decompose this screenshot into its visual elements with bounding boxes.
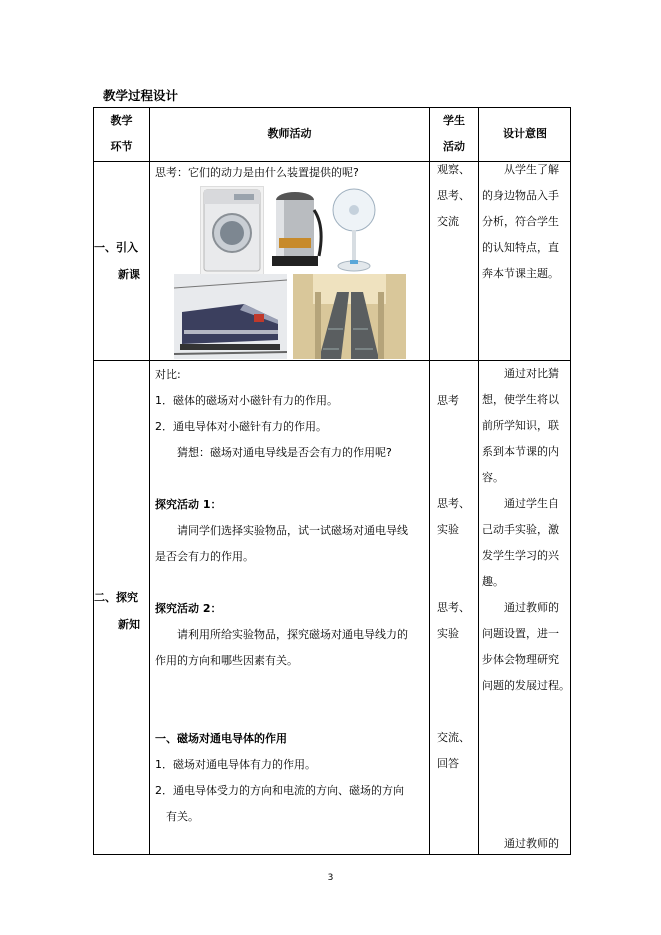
compare-item-1: 1．磁体的磁场对小磁针有力的作用。 xyxy=(155,394,338,407)
column-divider xyxy=(478,108,479,854)
vacuum-cleaner-image xyxy=(265,186,327,273)
stage-explore-line2: 新知 xyxy=(118,618,140,631)
activity1-line2: 是否会有力的作用。 xyxy=(155,550,254,563)
column-divider xyxy=(429,108,430,854)
explore-intent-c: 通过教师的 问题设置，进一 步体会物理研究 问题的发展过程。 xyxy=(482,601,570,692)
intro-student-activity: 观察、 思考、 交流 xyxy=(437,163,470,228)
compare-label: 对比: xyxy=(155,368,181,381)
intro-question: 思考：它们的动力是由什么装置提供的呢? xyxy=(155,166,359,179)
explore-student-a: 思考 xyxy=(437,394,459,407)
conclusion-1: 1．磁场对通电导体有力的作用。 xyxy=(155,758,316,771)
electric-fan-image xyxy=(330,186,378,273)
column-divider xyxy=(149,108,150,854)
explore-student-c: 思考、 实验 xyxy=(437,601,470,640)
compare-item-2: 2．通电导体对小磁针有力的作用。 xyxy=(155,420,327,433)
activity2-line2: 作用的方向和哪些因素有关。 xyxy=(155,654,298,667)
header-design-intent: 设计意图 xyxy=(503,127,547,140)
stage-intro-line1: 一、引入 xyxy=(94,241,138,254)
section-title: 一、磁场对通电导体的作用 xyxy=(155,732,287,745)
activity1-line1: 请同学们选择实验物品，试一试磁场对通电导线 xyxy=(177,524,408,537)
lesson-table xyxy=(93,107,571,855)
explore-student-b: 思考、 实验 xyxy=(437,497,470,536)
explore-intent-a: 通过对比猜 想，使学生将以 前所学知识，联 系到本节课的内 容。 xyxy=(482,367,559,484)
conclusion-2-line2: 有关。 xyxy=(166,810,199,823)
explore-intent-b: 通过学生自 己动手实验，激 发学生学习的兴 趣。 xyxy=(482,497,559,588)
stage-intro-line2: 新课 xyxy=(118,268,140,281)
guess-text: 猜想：磁场对通电导线是否会有力的作用呢? xyxy=(177,446,392,459)
header-teacher-activity: 教师活动 xyxy=(267,127,312,140)
stage-explore-line1: 二、探究 xyxy=(94,591,138,604)
electric-train-image xyxy=(174,274,287,359)
activity2-line1: 请利用所给实验物品，探究磁场对通电导线力的 xyxy=(177,628,408,641)
page-number: 3 xyxy=(327,873,334,883)
washing-machine-image xyxy=(200,186,264,275)
header-stage: 教学 环节 xyxy=(110,114,133,153)
explore-student-d: 交流、 回答 xyxy=(437,731,470,770)
explore-intent-d: 通过教师的 xyxy=(504,837,559,850)
conclusion-2-line1: 2．通电导体受力的方向和电流的方向、磁场的方向 xyxy=(155,784,404,797)
activity2-title: 探究活动 2： xyxy=(155,602,222,615)
header-student-activity: 学生 活动 xyxy=(443,114,465,153)
activity1-title: 探究活动 1： xyxy=(155,498,222,511)
intro-design-intent: 从学生了解 的身边物品入手 分析，符合学生 的认知特点，直 奔本节课主题。 xyxy=(482,163,559,280)
page-title: 教学过程设计 xyxy=(103,88,179,103)
escalator-image xyxy=(293,274,406,359)
